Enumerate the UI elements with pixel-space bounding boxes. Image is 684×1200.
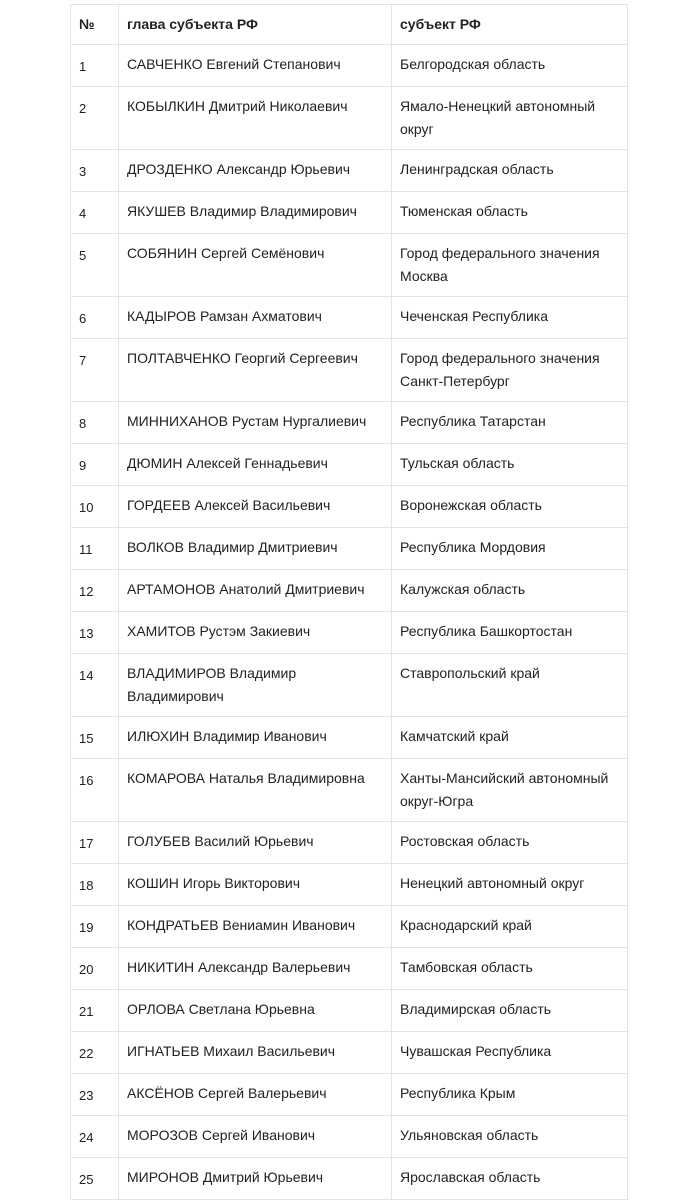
table-row <box>71 906 628 948</box>
row-number: 21 <box>71 990 119 1032</box>
table-row <box>71 150 628 192</box>
table-row <box>71 717 628 759</box>
table-row <box>71 192 628 234</box>
row-subject-name: Владимирская область <box>392 990 628 1032</box>
row-number: 23 <box>71 1074 119 1116</box>
row-number: 16 <box>71 759 119 822</box>
row-governor-name: КОШИН Игорь Викторович <box>119 864 392 906</box>
table-body <box>71 45 628 1200</box>
row-subject-name: Ставропольский край <box>392 654 628 717</box>
row-governor-name: ВЛАДИМИРОВ Владимир Владимирович <box>119 654 392 717</box>
row-governor-name: ЯКУШЕВ Владимир Владимирович <box>119 192 392 234</box>
table-row <box>71 990 628 1032</box>
table-row <box>71 234 628 297</box>
row-subject-name: Тульская область <box>392 444 628 486</box>
row-subject-name: Республика Мордовия <box>392 528 628 570</box>
table-row <box>71 759 628 822</box>
row-number: 17 <box>71 822 119 864</box>
table-row <box>71 45 628 87</box>
row-subject-name: Воронежская область <box>392 486 628 528</box>
row-number: 2 <box>71 87 119 150</box>
row-number: 14 <box>71 654 119 717</box>
row-subject-name: Тюменская область <box>392 192 628 234</box>
row-governor-name: ИГНАТЬЕВ Михаил Васильевич <box>119 1032 392 1074</box>
row-governor-name: СОБЯНИН Сергей Семёнович <box>119 234 392 297</box>
row-number: 8 <box>71 402 119 444</box>
row-number: 18 <box>71 864 119 906</box>
row-number: 19 <box>71 906 119 948</box>
table-row <box>71 486 628 528</box>
row-governor-name: ПОЛТАВЧЕНКО Георгий Сергеевич <box>119 339 392 402</box>
row-number: 9 <box>71 444 119 486</box>
header-number: № <box>71 5 119 45</box>
row-number: 6 <box>71 297 119 339</box>
row-governor-name: КОНДРАТЬЕВ Вениамин Иванович <box>119 906 392 948</box>
row-subject-name: Ханты-Мансийский автономный округ-Югра <box>392 759 628 822</box>
table-row <box>71 1032 628 1074</box>
row-subject-name: Ленинградская область <box>392 150 628 192</box>
row-governor-name: ДРОЗДЕНКО Александр Юрьевич <box>119 150 392 192</box>
row-governor-name: КАДЫРОВ Рамзан Ахматович <box>119 297 392 339</box>
row-subject-name: Краснодарский край <box>392 906 628 948</box>
row-governor-name: ОРЛОВА Светлана Юрьевна <box>119 990 392 1032</box>
table-row <box>71 402 628 444</box>
table-row <box>71 1074 628 1116</box>
header-governor: глава субъекта РФ <box>119 5 392 45</box>
row-governor-name: АРТАМОНОВ Анатолий Дмитриевич <box>119 570 392 612</box>
row-governor-name: ДЮМИН Алексей Геннадьевич <box>119 444 392 486</box>
row-subject-name: Чеченская Республика <box>392 297 628 339</box>
governors-table-container <box>70 4 627 1200</box>
row-number: 10 <box>71 486 119 528</box>
table-row <box>71 1158 628 1200</box>
row-governor-name: КОМАРОВА Наталья Владимировна <box>119 759 392 822</box>
table-row <box>71 297 628 339</box>
row-subject-name: Тамбовская область <box>392 948 628 990</box>
row-subject-name: Город федерального значения Москва <box>392 234 628 297</box>
table-header-row <box>71 5 628 45</box>
table-row <box>71 570 628 612</box>
row-subject-name: Ульяновская область <box>392 1116 628 1158</box>
row-number: 24 <box>71 1116 119 1158</box>
table-row <box>71 444 628 486</box>
row-number: 20 <box>71 948 119 990</box>
row-governor-name: ВОЛКОВ Владимир Дмитриевич <box>119 528 392 570</box>
row-number: 13 <box>71 612 119 654</box>
row-governor-name: ИЛЮХИН Владимир Иванович <box>119 717 392 759</box>
header-subject: субъект РФ <box>392 5 628 45</box>
row-subject-name: Ненецкий автономный округ <box>392 864 628 906</box>
row-governor-name: КОБЫЛКИН Дмитрий Николаевич <box>119 87 392 150</box>
table-row <box>71 948 628 990</box>
row-number: 4 <box>71 192 119 234</box>
table-row <box>71 339 628 402</box>
row-governor-name: МОРОЗОВ Сергей Иванович <box>119 1116 392 1158</box>
row-subject-name: Калужская область <box>392 570 628 612</box>
row-subject-name: Ростовская область <box>392 822 628 864</box>
row-number: 7 <box>71 339 119 402</box>
row-governor-name: САВЧЕНКО Евгений Степанович <box>119 45 392 87</box>
table-row <box>71 612 628 654</box>
table-row <box>71 528 628 570</box>
row-number: 22 <box>71 1032 119 1074</box>
row-number: 25 <box>71 1158 119 1200</box>
row-number: 11 <box>71 528 119 570</box>
table-row <box>71 87 628 150</box>
row-governor-name: ХАМИТОВ Рустэм Закиевич <box>119 612 392 654</box>
row-subject-name: Город федерального значения Санкт-Петербург <box>392 339 628 402</box>
row-number: 5 <box>71 234 119 297</box>
row-subject-name: Чувашская Республика <box>392 1032 628 1074</box>
row-governor-name: МИННИХАНОВ Рустам Нургалиевич <box>119 402 392 444</box>
row-subject-name: Ярославская область <box>392 1158 628 1200</box>
row-subject-name: Республика Татарстан <box>392 402 628 444</box>
row-number: 15 <box>71 717 119 759</box>
table-row <box>71 864 628 906</box>
row-subject-name: Камчатский край <box>392 717 628 759</box>
row-governor-name: ГОЛУБЕВ Василий Юрьевич <box>119 822 392 864</box>
row-subject-name: Республика Крым <box>392 1074 628 1116</box>
row-number: 12 <box>71 570 119 612</box>
governors-table <box>70 4 628 1200</box>
row-number: 1 <box>71 45 119 87</box>
row-subject-name: Ямало-Ненецкий автономный округ <box>392 87 628 150</box>
row-governor-name: НИКИТИН Александр Валерьевич <box>119 948 392 990</box>
table-row <box>71 654 628 717</box>
table-row <box>71 1116 628 1158</box>
row-subject-name: Республика Башкортостан <box>392 612 628 654</box>
row-governor-name: МИРОНОВ Дмитрий Юрьевич <box>119 1158 392 1200</box>
row-number: 3 <box>71 150 119 192</box>
row-governor-name: ГОРДЕЕВ Алексей Васильевич <box>119 486 392 528</box>
table-row <box>71 822 628 864</box>
row-governor-name: АКСЁНОВ Сергей Валерьевич <box>119 1074 392 1116</box>
row-subject-name: Белгородская область <box>392 45 628 87</box>
